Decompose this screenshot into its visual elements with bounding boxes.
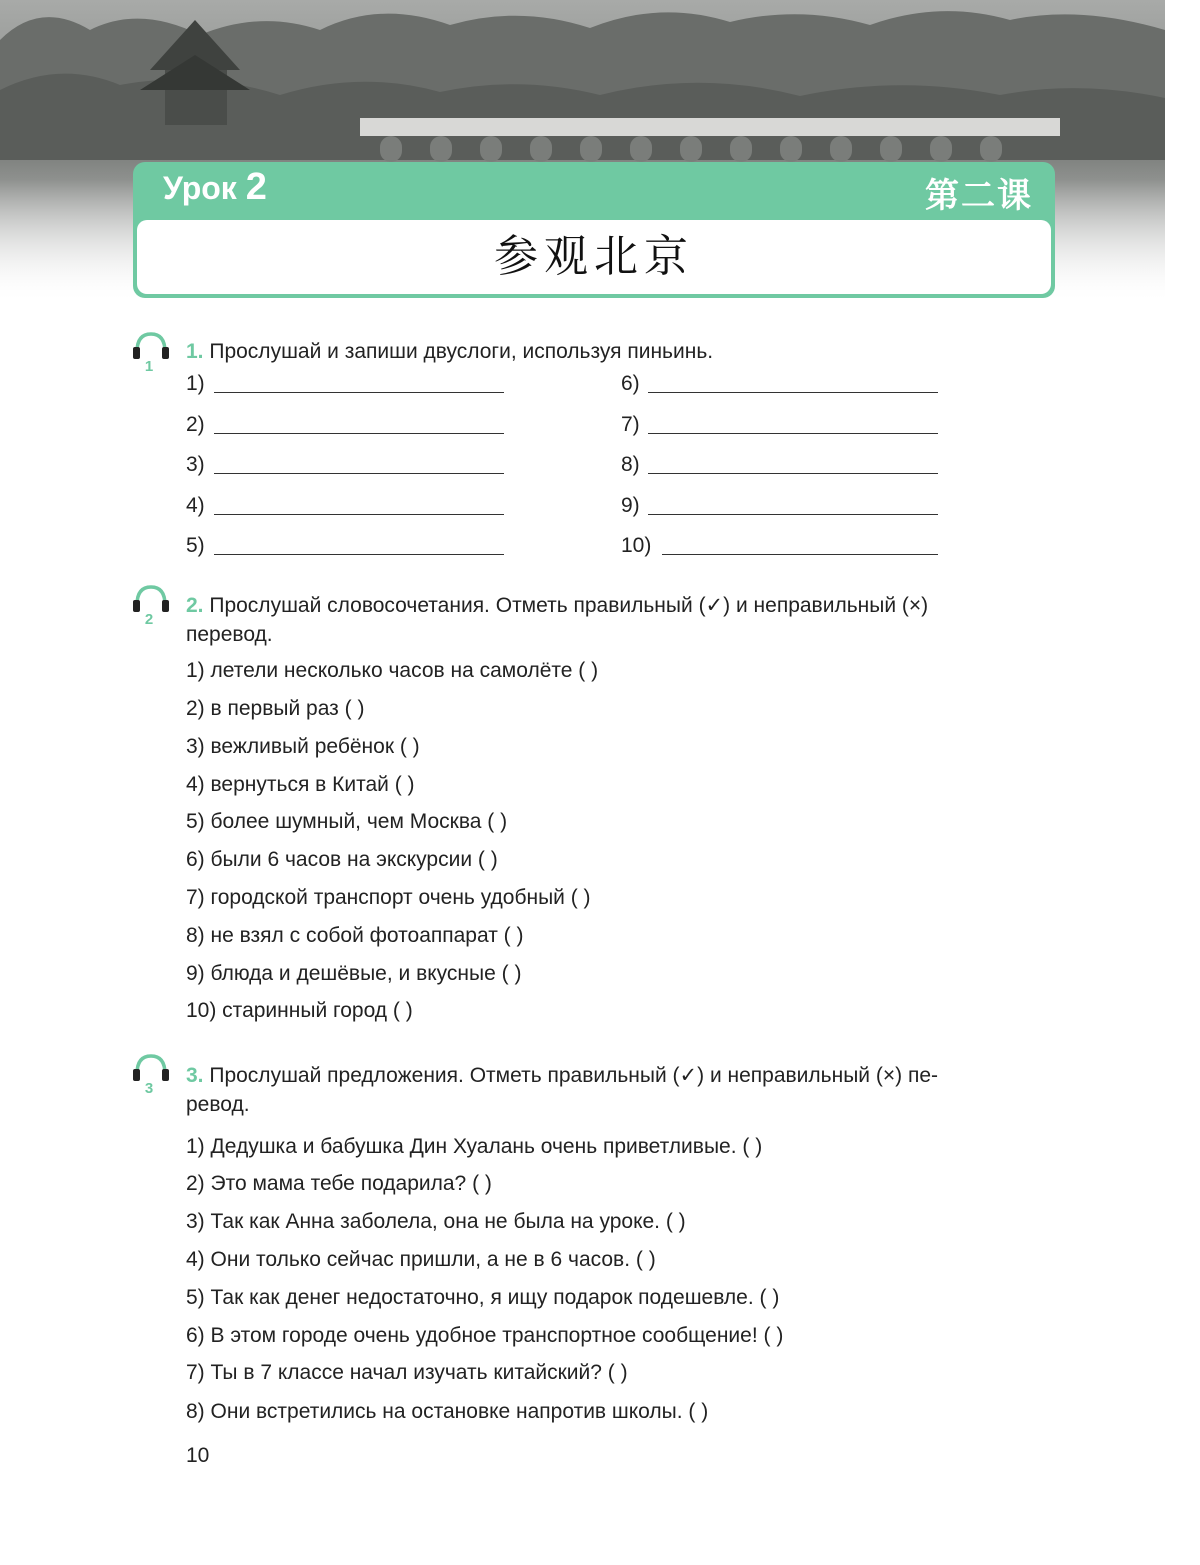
task2-heading <box>186 591 1056 649</box>
list-item: 6) были 6 часов на экскурсии ( ) <box>186 848 498 871</box>
answer-line[interactable] <box>214 473 504 474</box>
list-item: 5) более шумный, чем Москва ( ) <box>186 810 508 833</box>
lesson-label <box>163 166 267 209</box>
headphones-icon <box>131 583 171 613</box>
answer-line[interactable] <box>648 392 938 393</box>
blank-label: 7) <box>621 413 640 436</box>
answer-line[interactable] <box>648 433 938 434</box>
blank-label: 1) <box>186 372 205 395</box>
list-item: 7) Ты в 7 классе начал изучать китайский? ( ) <box>186 1361 628 1384</box>
task2-number: 2. <box>186 594 204 617</box>
list-item: 2) в первый раз ( ) <box>186 697 365 720</box>
lesson-number: 2 <box>245 166 267 208</box>
task3-instruction-cont: ревод. <box>186 1093 250 1116</box>
task2-audio[interactable] <box>131 583 171 633</box>
blank-label: 5) <box>186 534 205 557</box>
answer-line[interactable] <box>214 554 504 555</box>
blank-label: 6) <box>621 372 640 395</box>
blank-label: 2) <box>186 413 205 436</box>
blank-label: 8) <box>621 453 640 476</box>
list-item: 5) Так как денег недостаточно, я ищу подарок подешевле. ( ) <box>186 1286 780 1309</box>
title-panel <box>137 220 1051 294</box>
task3-audio[interactable] <box>131 1052 171 1102</box>
list-item: 4) вернуться в Китай ( ) <box>186 773 415 796</box>
task2-audio-number: 2 <box>144 611 154 628</box>
answer-line[interactable] <box>662 554 938 555</box>
blank-label: 9) <box>621 494 640 517</box>
task2-instruction-cont: перевод. <box>186 623 273 646</box>
headphones-icon <box>131 1052 171 1082</box>
lesson-header <box>133 162 1055 298</box>
page-number: 10 <box>186 1444 210 1467</box>
lesson-word: Урок <box>163 170 237 206</box>
task1-audio[interactable] <box>131 330 171 380</box>
lesson-cn-label: 第二课 <box>925 176 1033 216</box>
list-item: 7) городской транспорт очень удобный ( ) <box>186 886 591 909</box>
answer-line[interactable] <box>648 473 938 474</box>
headphones-icon <box>131 330 171 360</box>
list-item: 9) блюда и дешёвые, и вкусные ( ) <box>186 962 522 985</box>
answer-line[interactable] <box>214 514 504 515</box>
list-item: 4) Они только сейчас пришли, а не в 6 часов. ( ) <box>186 1248 656 1271</box>
answer-line[interactable] <box>214 392 504 393</box>
task3-number: 3. <box>186 1064 204 1087</box>
task3-heading <box>186 1061 1056 1119</box>
list-item: 3) Так как Анна заболела, она не была на уроке. ( ) <box>186 1210 686 1233</box>
list-item: 1) Дедушка и бабушка Дин Хуалань очень приветливые. ( ) <box>186 1135 763 1158</box>
task1-audio-number: 1 <box>144 358 154 375</box>
task1-instruction: Прослушай и запиши двуслоги, используя пиньинь. <box>209 340 714 363</box>
list-item: 3) вежливый ребёнок ( ) <box>186 735 420 758</box>
list-item: 1) летели несколько часов на самолёте ( ) <box>186 659 599 682</box>
lesson-title: 参观北京 <box>494 231 694 282</box>
task1-number: 1. <box>186 340 204 363</box>
list-item: 2) Это мама тебе подарила? ( ) <box>186 1172 492 1195</box>
blank-label: 3) <box>186 453 205 476</box>
answer-line[interactable] <box>214 433 504 434</box>
list-item: 8) не взял с собой фотоаппарат ( ) <box>186 924 524 947</box>
blank-label: 4) <box>186 494 205 517</box>
list-item: 6) В этом городе очень удобное транспортное сообщение! ( ) <box>186 1324 784 1347</box>
task3-instruction: Прослушай предложения. Отметь правильный (✓) и неправильный (×) пе- <box>209 1064 938 1087</box>
task2-instruction: Прослушай словосочетания. Отметь правильный (✓) и неправильный (×) <box>209 594 929 617</box>
list-item: 8) Они встретились на остановке напротив школы. ( ) <box>186 1400 709 1423</box>
list-item: 10) старинный город ( ) <box>186 999 413 1022</box>
task3-audio-number: 3 <box>144 1080 154 1097</box>
answer-line[interactable] <box>648 514 938 515</box>
task1-heading <box>186 337 713 366</box>
blank-label: 10) <box>621 534 652 557</box>
